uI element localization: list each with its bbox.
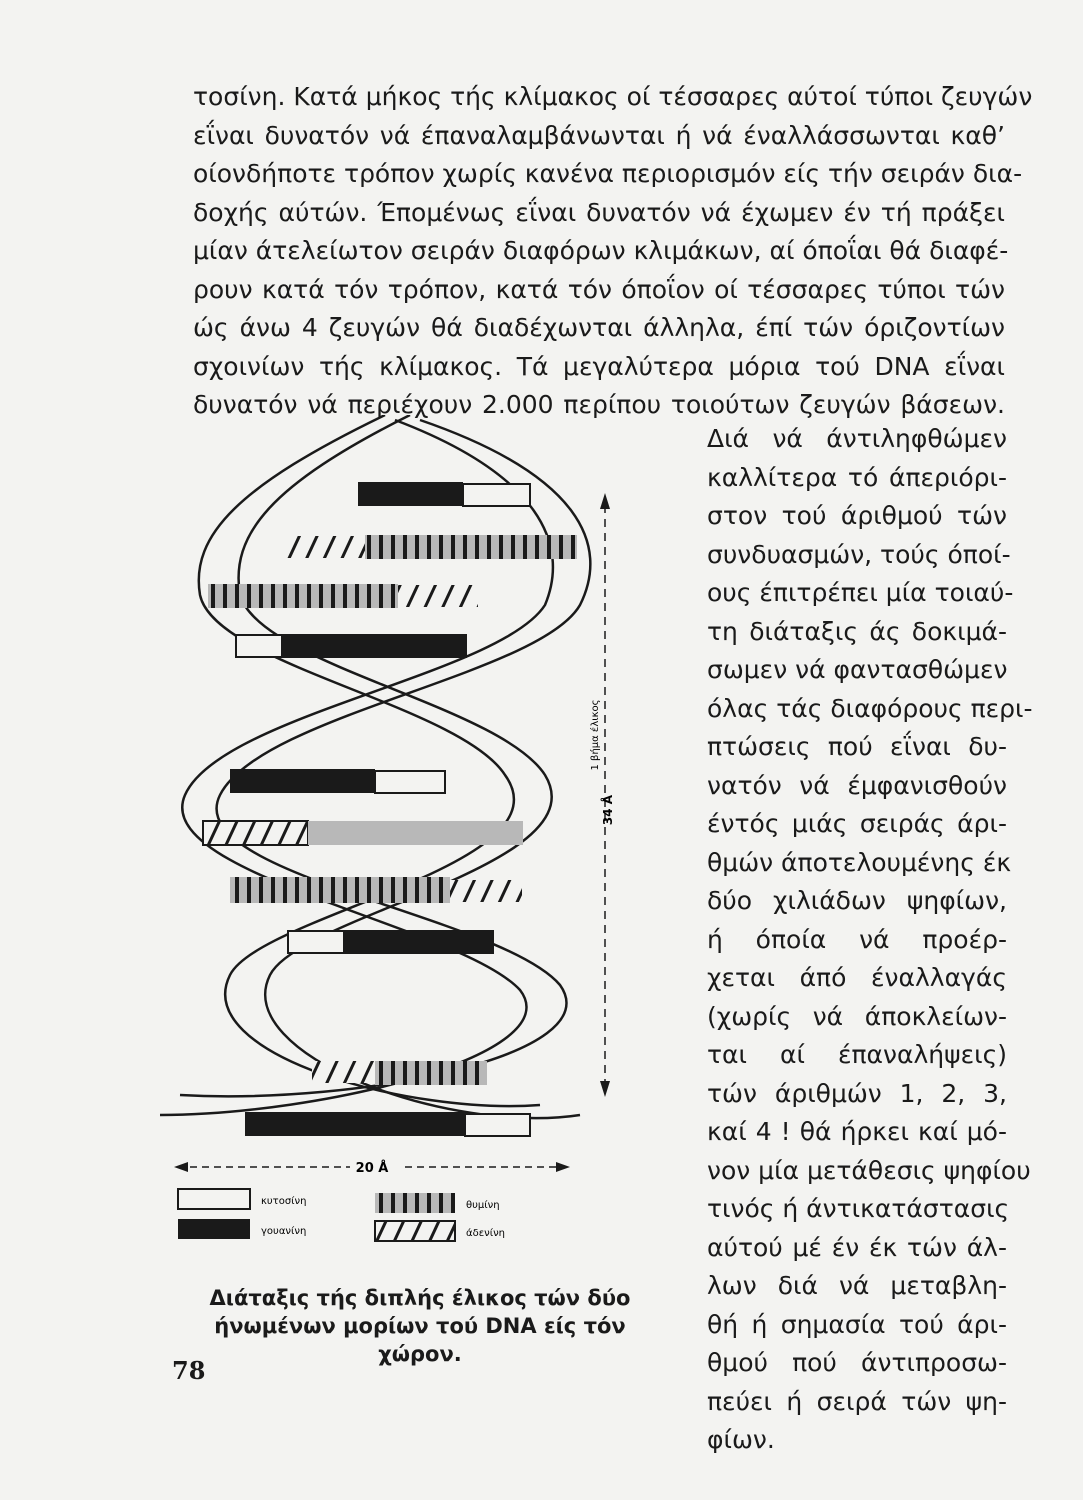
text-line: ώς άνω 4 ζευγών θά διαδέχωνται άλληλα, έπί τών όριζοντίων [193, 313, 1005, 342]
helix-strand-outer-a [199, 415, 540, 1106]
base-pair [288, 930, 494, 954]
text-line: εΐναι δυνατόν νά έπαναλαμβάνωνται ή νά έναλλάσσωνται καθ’ [193, 120, 1005, 150]
helix-strand-inner-a [239, 415, 580, 1118]
page-number: 78 [172, 1356, 206, 1385]
text-line: χεται άπό έναλλαγάς [707, 963, 1007, 992]
text-line: πτώσεις πού εΐναι δυ- [707, 732, 1007, 761]
text-line: ρουν κατά τόν τρόπον, κατά τόν όποΐον οί τέσσαρες τύποι τών [193, 274, 1005, 304]
text-line: θμών άποτελουμένης έκ [707, 847, 1012, 877]
text-line: όλας τάς διαφόρους περι- [707, 693, 1033, 723]
dna-double-helix-figure [160, 415, 630, 1285]
text-line: σχοινίων τής κλίμακος. Τά μεγαλύτερα μόρια τού DNA εΐναι [193, 351, 1005, 381]
legend-label: κυτοσίνη [261, 1196, 307, 1207]
legend-label: θυμίνη [466, 1200, 500, 1211]
text-line: νον μία μετάθεσις ψηφίου [707, 1155, 1031, 1185]
text-line: Διά νά άντιληφθώμεν [707, 424, 1007, 453]
text-line: έντός μιάς σειράς άρι- [707, 809, 1007, 838]
caption-line: Διάταξις τής διπλής έλικος τών δύο [209, 1286, 631, 1310]
base-pair [285, 535, 577, 559]
base-pair [312, 1061, 487, 1085]
width-dimension [174, 1160, 570, 1176]
text-line: στον τού άριθμού τών [707, 501, 1007, 530]
legend-swatch-diagonal [375, 1221, 455, 1241]
figure-caption [170, 1284, 670, 1368]
text-line: δύο χιλιάδων ψηφίων, [707, 886, 1007, 915]
legend [178, 1189, 505, 1241]
text-line: φίων. [707, 1425, 775, 1454]
text-line: καί 4 ! θά ήρκει καί μό- [707, 1117, 1007, 1146]
text-line: νατόν νά έμφανισθούν [707, 770, 1007, 800]
text-line: αύτού μέ έν έκ τών άλ- [707, 1232, 1007, 1262]
base-pair [245, 1112, 530, 1136]
text-line: λων διά νά μεταβλη- [707, 1271, 1007, 1300]
text-line: τών άριθμών 1, 2, 3, [707, 1078, 1007, 1108]
text-line: τοσίνη. Κατά μήκος τής κλίμακος οί τέσσαρες αύτοί τύποι ζευγών [193, 82, 1033, 111]
legend-label: γουανίνη [261, 1226, 307, 1237]
text-line: δοχής αύτών. Έπομένως εΐναι δυνατόν νά έχωμεν έν τή πράξει [193, 197, 1005, 227]
text-line: (χωρίς νά άποκλείων- [707, 1001, 1007, 1031]
text-line: ται αί έπαναλήψεις) [707, 1040, 1007, 1069]
legend-swatch-black [178, 1219, 250, 1239]
text-line: τινός ή άντικατάστασις [707, 1194, 1010, 1223]
top-paragraph [193, 78, 1033, 425]
pitch-dimension [589, 493, 615, 1097]
text-line: πεύει ή σειρά τών ψη- [707, 1386, 1007, 1416]
text-line: δυνατόν νά περιέχουν 2.000 περίπου τοιούτων ζευγών βάσεων. [193, 390, 1005, 419]
pitch-label: 34 Å [601, 794, 615, 826]
text-line: συνδυασμών, τούς όποί- [707, 539, 1011, 569]
side-paragraph [707, 420, 1033, 1460]
pitch-note: 1 βήμα έλικος [590, 699, 601, 771]
text-line: καλλίτερα τό άπεριόρι- [707, 462, 1007, 492]
base-pair [230, 769, 445, 793]
base-pair [203, 821, 523, 845]
text-line: οίονδήποτε τρόπον χωρίς κανένα περιορισμόν είς τήν σειράν δια- [193, 159, 1023, 188]
text-line: θή ή σημασία τού άρι- [707, 1309, 1007, 1339]
text-line: σωμεν νά φαντασθώμεν [707, 655, 1008, 684]
text-line: τη διάταξις άς δοκιμά- [707, 616, 1007, 646]
base-pair [230, 877, 522, 903]
legend-label: άδενίνη [466, 1228, 506, 1239]
base-pair [358, 482, 530, 506]
base-pair [236, 634, 467, 658]
text-line: θμού πού άντιπροσω- [707, 1348, 1007, 1377]
base-pair [208, 584, 478, 608]
width-label: 20 Å [355, 1161, 389, 1176]
caption-line: ήνωμένων μορίων τού DNA είς τόν χώρον. [214, 1314, 626, 1366]
legend-swatch-vertical [375, 1193, 455, 1213]
text-line: μίαν άτελείωτον σειράν διαφόρων κλιμάκων, αί όποΐαι θά διαφέ- [193, 236, 1009, 265]
text-line: ή όποία νά προέρ- [707, 924, 1007, 954]
legend-swatch-white [178, 1189, 250, 1209]
text-line: ους έπιτρέπει μία τοιαύ- [707, 578, 1014, 607]
